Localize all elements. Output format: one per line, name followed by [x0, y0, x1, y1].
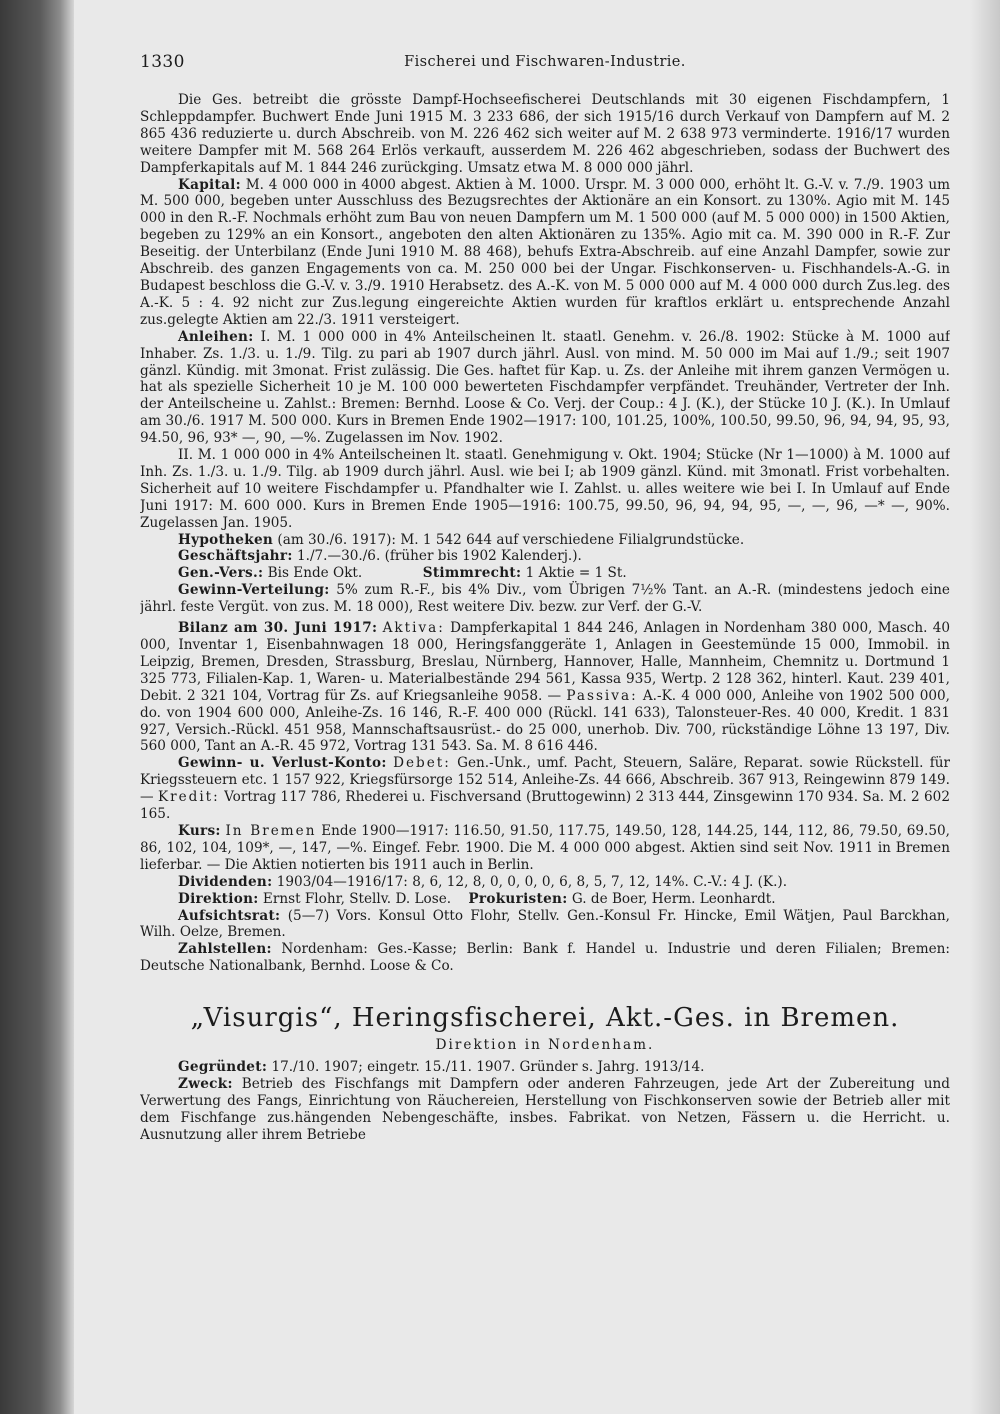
prokuristen-text: G. de Boer, Herm. Leonhardt.	[571, 890, 776, 907]
zweck-text: Betrieb des Fischfangs mit Dampfern oder anderen Fahrzeugen, jede Art der Zubereitung und Verwertung des Fangs, Einrichtung von Räuchereien, Herstellung von Fischkonserven sowie der Betrieb aller mit dem Fischfange zus.hängenden Nebengeschäfte, insbes. Fabrikat. von Netzen, Fässern u. die Herricht. u. Ausnutzung aller ihrem Betriebe	[140, 1076, 950, 1143]
document-page	[140, 52, 950, 1402]
section-title: Fischerei und Fischwaren-Industrie.	[404, 54, 686, 70]
gewinn-verteilung-paragraph	[140, 582, 950, 616]
passiva-label: Passiva:	[566, 687, 638, 704]
debet-label: Debet:	[393, 755, 451, 772]
kurs-paragraph	[140, 823, 950, 874]
stimmrecht-text: 1 Aktie = 1 St.	[525, 565, 627, 582]
kapital-label: Kapital:	[178, 176, 241, 193]
kredit-text: Vortrag 117 786, Rhederei u. Fischversand (Bruttogewinn) 2 313 444, Zinsgewinn 170 934. Sa. M. 2 602 165.	[140, 789, 950, 823]
dividenden-label: Dividenden:	[178, 873, 273, 890]
intro-paragraph	[140, 92, 950, 177]
gewinn-verteilung-label: Gewinn-Verteilung:	[178, 582, 330, 599]
stimmrecht-label: Stimmrecht:	[422, 565, 522, 582]
kredit-label: Kredit:	[157, 789, 220, 806]
anleihen-paragraph-2	[140, 447, 950, 532]
debet-text: Gen.-Unk., umf. Pacht, Steuern, Saläre, Reparat. sowie Rückstell. für Kriegssteuern etc. 1 157 922, Kriegsfürsorge 152 514, Anleihe-Zs. 44 666, Abschreib. 367 913, Reingewinn 879 149. —	[140, 755, 950, 806]
anleihen-label: Anleihen:	[178, 328, 254, 345]
bilanz-label: Bilanz am 30. Juni 1917:	[178, 620, 378, 637]
hypotheken-paragraph	[140, 532, 950, 549]
passiva-text: A.-K. 4 000 000, Anleihe von 1902 500 000, do. von 1904 600 000, Anleihe-Zs. 16 146, R.-F. 400 000 (Rückl. 141 633), Talonsteuer-Res. 40 000, Kredit. 1 831 927, Versich.-Rückl. 451 958, Mannschaftsausrüst.- do 25 000, unerhob. Div. 700, rückständige Löhne 13 197, Div. 560 000, Tant an A.-R. 45 972, Vortrag 131 543. Sa. M. 8 616 446.	[140, 687, 950, 755]
gewinn-verlust-label: Gewinn- u. Verlust-Konto:	[178, 755, 387, 772]
aufsichtsrat-text: (5—7) Vors. Konsul Otto Flohr, Stellv. Gen.-Konsul Fr. Hincke, Emil Wätjen, Paul Barckhan, Wilh. Oelze, Bremen.	[140, 907, 950, 941]
direktion-paragraph	[140, 891, 950, 908]
gen-vers-paragraph	[140, 565, 950, 582]
aktiva-label: Aktiva:	[382, 620, 445, 637]
kapital-paragraph	[140, 177, 950, 329]
zahlstellen-label: Zahlstellen:	[178, 941, 272, 958]
direktion-text: Ernst Flohr, Stellv. D. Lose.	[262, 890, 452, 907]
gewinn-verteilung-text: 5% zum R.-F., bis 4% Div., vom Übrigen 7½% Tant. an A.-R. (mindestens jedoch eine jährl. feste Vergüt. von zus. M. 18 000), Rest weitere Div. bezw. zur Verf. der G.-V.	[140, 582, 950, 616]
aufsichtsrat-paragraph	[140, 908, 950, 942]
anleihen-paragraph-1	[140, 329, 950, 447]
page-number: 1330	[140, 52, 185, 72]
direktion-label: Direktion:	[178, 890, 259, 907]
anleihen-text-1: I. M. 1 000 000 in 4% Anteilscheinen lt. staatl. Genehm. v. 26./8. 1902: Stücke à M. 1000 auf Inhaber. Zs. 1./3. u. 1./9. Tilg. zu pari ab 1907 durch jährl. Ausl. von mind. M. 50 000 im Mai auf 1./9.; seit 1907 gänzl. Kündig. mit 3monat. Frist zulässig. Die Ges. haftet für Kap. u. Zs. der Anleihe mit ihrem ganzen Vermögen u. hat als spezielle Sicherheit 10 je M. 100 000 bewerteten Fischdampfer verpfändet. Treuhänder, Vertreter der Inh. der Anteilscheine u. Zahlst.: Bremen: Bernhd. Loose & Co. Verj. der Coup.: 4 J. (K.), der Stücke 10 J. (K.). In Umlauf am 30./6. 1917 M. 500 000. Kurs in Bremen Ende 1902—1917: 100, 101.25, 100%, 100.50, 99.50, 96, 94, 94, 95, 93, 94.50, 96, 93* —, 90, —%. Zugelassen im Nov. 1902.	[140, 328, 950, 447]
gegruendet-paragraph	[140, 1059, 950, 1076]
scan-binding-shadow	[0, 0, 74, 1414]
gegruendet-text: 17./10. 1907; eingetr. 15./11. 1907. Gründer s. Jahrg. 1913/14.	[271, 1059, 705, 1076]
gen-vers-label: Gen.-Vers.:	[178, 565, 264, 582]
anleihen-text-2: II. M. 1 000 000 in 4% Anteilscheinen lt. staatl. Genehmigung v. Okt. 1904; Stücke (Nr 1—1000) à M. 1000 auf Inh. Zs. 1./3. u. 1./9. Tilg. ab 1909 durch jährl. Ausl. wie bei I; ab 1909 gänzl. Künd. mit 3monatl. Frist vorbehalten. Sicherheit auf 10 weitere Fischdampfer u. Pfandhalter wie I. Zahlst. u. alles weitere wie bei I. In Umlauf auf Ende Juni 1917: M. 600 000. Kurs in Bremen Ende 1905—1916: 100.75, 99.50, 96, 94, 94, 95, —, —, 96, —* —, 90%. Zugelassen Jan. 1905.	[140, 447, 950, 531]
kurs-place: In Bremen	[225, 822, 317, 839]
aktiva-text: Dampferkapital 1 844 246, Anlagen in Nordenham 380 000, Masch. 40 000, Inventar 1, Eisenbahnwagen 18 000, Heringsfanggeräte 1, Anlagen in Geestemünde 15 000, Immobil. in Leipzig, Bremen, Dresden, Strassburg, Breslau, Nürnberg, Hannover, Halle, Mannheim, Chemnitz u. Dortmund 1 325 773, Filialen-Kap. 1, Waren- u. Materialbestände 294 561, Kassa 935, Wertp. 2 128 362, hinterl. Kaut. 239 401, Debit. 2 321 104, Vortrag für Zs. auf Kriegsanleihe 9058. —	[140, 620, 950, 704]
running-head	[140, 52, 950, 78]
intro-text: Die Ges. betreibt die grösste Dampf-Hochseefischerei Deutschlands mit 30 eigenen Fischdampfern, 1 Schleppdampfer. Buchwert Ende Juni 1915 M. 3 233 686, der sich 1915/16 durch Verkauf von Dampfern auf M. 2 865 436 reduzierte u. durch Abschreib. von M. 226 462 sich weiter auf M. 2 638 973 verminderte. 1916/17 wurden weitere Dampfer mit M. 568 264 Erlös verkauft, ausserdem M. 226 462 abgeschrieben, sodass der Buchwert des Dampferkapitals auf M. 1 844 246 zurückging. Umsatz etwa M. 8 000 000 jährl.	[140, 92, 950, 176]
zahlstellen-paragraph	[140, 941, 950, 975]
geschaeftsjahr-label: Geschäftsjahr:	[178, 548, 293, 565]
gewinn-verlust-paragraph	[140, 755, 950, 823]
prokuristen-label: Prokuristen:	[468, 890, 568, 907]
geschaeftsjahr-paragraph	[140, 548, 950, 565]
hypotheken-label: Hypotheken	[178, 531, 274, 548]
dividenden-text: 1903/04—1916/17: 8, 6, 12, 8, 0, 0, 0, 0, 6, 8, 5, 7, 12, 14%. C.-V.: 4 J. (K.).	[276, 873, 788, 890]
zahlstellen-text: Nordenham: Ges.-Kasse; Berlin: Bank f. Handel u. Industrie und deren Filialen; Bremen: Deutsche Nationalbank, Bernhd. Loose & Co.	[140, 941, 950, 975]
scan-edge-shadow	[970, 0, 1000, 1414]
zweck-paragraph	[140, 1076, 950, 1144]
kapital-text: M. 4 000 000 in 4000 abgest. Aktien à M. 1000. Urspr. M. 3 000 000, erhöht lt. G.-V. v. 7./9. 1903 um M. 500 000, begeben unter Ausschluss des Bezugsrechtes der Aktionäre an ein Konsort. zu 130%. Agio mit M. 145 000 in den R.-F. Nochmals erhöht zum Bau von neuen Dampfern um M. 1 500 000 (auf M. 5 000 000) in 1500 Aktien, begeben zu 129% an ein Konsort., angeboten den alten Aktionären zu 135%. Agio mit ca. M. 390 000 in R.-F. Zur Beseitig. der Unterbilanz (Ende Juni 1910 M. 88 468), behufs Extra-Abschreib. auf eine Anzahl Dampfer, sowie zur Abschreib. des ganzen Engagements von ca. M. 250 000 bei der Ungar. Fischkonserven- u. Fischhandels-A.-G. in Budapest beschloss die G.-V. v. 3./9. 1910 Herabsetz. des A.-K. von M. 5 000 000 auf M. 4 000 000 durch Zus.leg. des A.-K. 5 : 4. 92 nicht zur Zus.legung eingereichte Aktien wurden für kraftlos erklärt u. entsprechende Anzahl zus.gelegte Aktien am 22./3. 1911 versteigert.	[140, 176, 950, 328]
kurs-text: Ende 1900—1917: 116.50, 91.50, 117.75, 149.50, 128, 144.25, 144, 112, 86, 79.50, 69.50, 86, 102, 104, 109*, —, 147, —%. Eingef. Febr. 1900. Die M. 4 000 000 abgest. Aktien sind seit Nov. 1911 in Bremen lieferbar. — Die Aktien notierten bis 1911 auch in Berlin.	[140, 822, 950, 873]
company-heading: „Visurgis“, Heringsfischerei, Akt.-Ges. in Bremen.	[190, 1003, 900, 1034]
company-subheading: Direktion in Nordenham.	[435, 1037, 655, 1054]
gen-vers-text: Bis Ende Okt.	[267, 565, 363, 582]
gegruendet-label: Gegründet:	[178, 1059, 268, 1076]
dividenden-paragraph	[140, 874, 950, 891]
hypotheken-text: (am 30./6. 1917): M. 1 542 644 auf verschiedene Filialgrundstücke.	[277, 531, 745, 548]
bilanz-paragraph	[140, 620, 950, 755]
zweck-label: Zweck:	[178, 1076, 233, 1093]
aufsichtsrat-label: Aufsichtsrat:	[178, 907, 281, 924]
kurs-label: Kurs:	[178, 822, 221, 839]
geschaeftsjahr-text: 1./7.—30./6. (früher bis 1902 Kalenderj.).	[296, 548, 582, 565]
